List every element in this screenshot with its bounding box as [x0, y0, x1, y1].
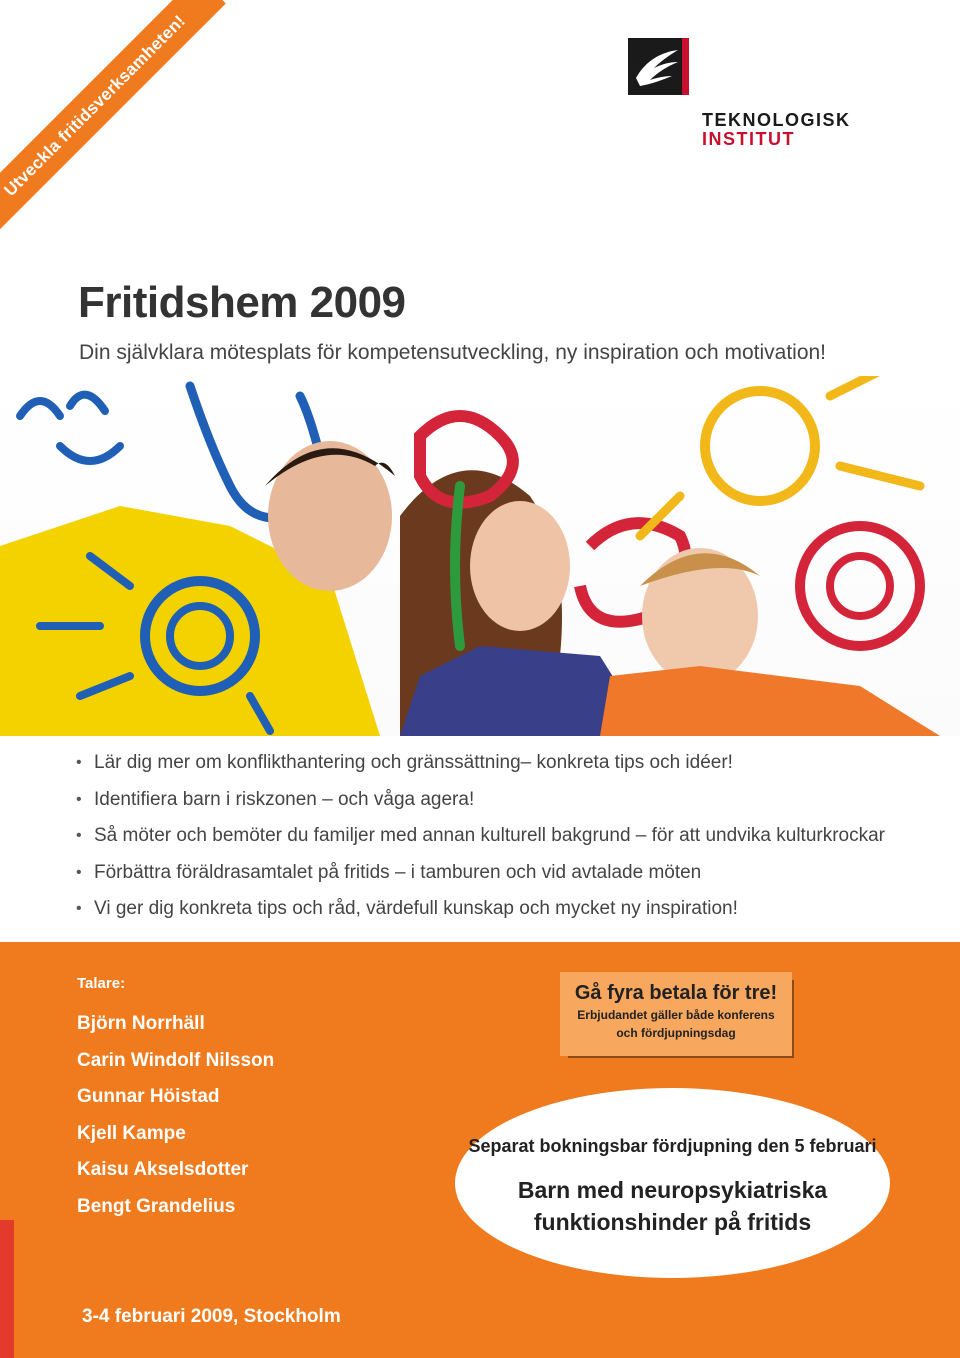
speakers-label: Talare:	[77, 975, 126, 992]
list-item: • Identifiera barn i riskzonen – och våga agera!	[76, 785, 885, 822]
benefits-list	[76, 748, 885, 931]
corner-ribbon	[0, 0, 240, 240]
speaker-name: Bengt Grandelius	[77, 1195, 236, 1217]
red-accent-strip	[0, 1220, 14, 1358]
speaker-name: Björn Norrhäll	[77, 1013, 205, 1034]
speakers-list	[77, 1010, 274, 1229]
teknologisk-institut-logo	[628, 38, 851, 149]
logo-line-1: TEKNOLOGISK	[702, 110, 851, 130]
list-item: • Lär dig mer om konflikthantering och gränssättning– konkreta tips och idéer!	[76, 748, 885, 785]
speaker-name: Kjell Kampe	[77, 1122, 186, 1144]
children-painting-photo	[0, 376, 960, 736]
workshop-title-line-1: Barn med neuropsykiatriska	[517, 1177, 828, 1203]
offer-line-1: Erbjudandet gäller både konferens	[577, 1008, 775, 1022]
offer-line-2: och fördjupningsdag	[616, 1026, 736, 1040]
speaker-name: Gunnar Höistad	[77, 1086, 220, 1107]
offer-heading: Gå fyra betala för tre!	[574, 982, 778, 1004]
wing-logo-icon	[628, 38, 689, 95]
logo-wordmark	[702, 110, 851, 150]
ribbon-text: Utveckla fritidsverksamheten!	[0, 0, 226, 237]
logo-line-2: INSTITUT	[702, 129, 795, 149]
speaker-name: Kaisu Akselsdotter	[77, 1159, 249, 1180]
offer-box	[560, 972, 792, 1056]
workshop-heading: Separat bokningsbar fördjupning den 5 februari	[468, 1136, 877, 1156]
workshop-oval	[455, 1088, 890, 1278]
page-title: Fritidshem 2009	[78, 278, 406, 327]
workshop-title	[455, 1174, 890, 1238]
speaker-name: Carin Windolf Nilsson	[77, 1049, 275, 1071]
list-item: • Förbättra föräldrasamtalet på fritids – i tamburen och vid avtalade möten	[76, 858, 885, 895]
page-subtitle: Din självklara mötesplats för kompetensutveckling, ny inspiration och motivation!	[79, 341, 827, 364]
list-item: • Vi ger dig konkreta tips och råd, värdefull kunskap och mycket ny inspiration!	[76, 894, 885, 931]
list-item: • Så möter och bemöter du familjer med annan kulturell bakgrund – för att undvika kulturkrockar	[76, 821, 885, 858]
workshop-title-line-2: funktionshinder på fritids	[533, 1209, 812, 1235]
event-date: 3-4 februari 2009, Stockholm	[82, 1306, 341, 1327]
